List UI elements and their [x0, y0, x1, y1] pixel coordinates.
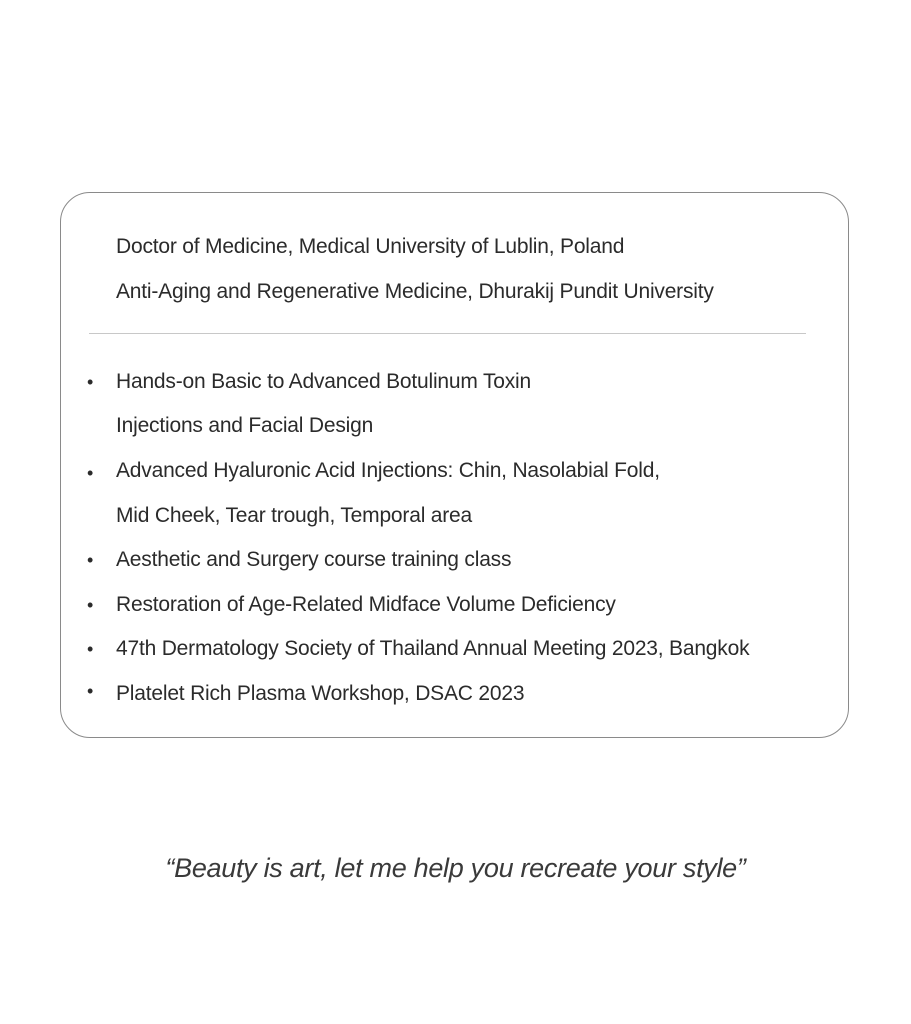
quote: “Beauty is art, let me help you recreate your style” — [165, 853, 746, 883]
credentials-card — [60, 192, 849, 738]
bullet-icon: • — [87, 463, 94, 483]
course-text: Platelet Rich Plasma Workshop, DSAC 2023 — [116, 682, 525, 705]
bullet-icon: • — [87, 372, 94, 392]
education-line-anti-aging: Anti-Aging and Regenerative Medicine, Dhurakij Pundit University — [116, 280, 714, 303]
course-text: Hands-on Basic to Advanced Botulinum Toxin — [116, 370, 531, 393]
bullet-icon: • — [87, 595, 94, 615]
bullet-icon: • — [87, 681, 94, 701]
course-text: Advanced Hyaluronic Acid Injections: Chin, Nasolabial Fold, — [116, 459, 660, 482]
divider — [89, 333, 806, 334]
course-text: 47th Dermatology Society of Thailand Annual Meeting 2023, Bangkok — [116, 637, 750, 660]
bullet-icon: • — [87, 550, 94, 570]
education-line-md: Doctor of Medicine, Medical University of Lublin, Poland — [116, 235, 625, 258]
course-text: Restoration of Age-Related Midface Volume Deficiency — [116, 593, 616, 616]
course-text: Aesthetic and Surgery course training class — [116, 548, 512, 571]
course-text-continued: Injections and Facial Design — [116, 414, 374, 437]
bullet-icon: • — [87, 639, 94, 659]
course-text-continued: Mid Cheek, Tear trough, Temporal area — [116, 504, 473, 527]
